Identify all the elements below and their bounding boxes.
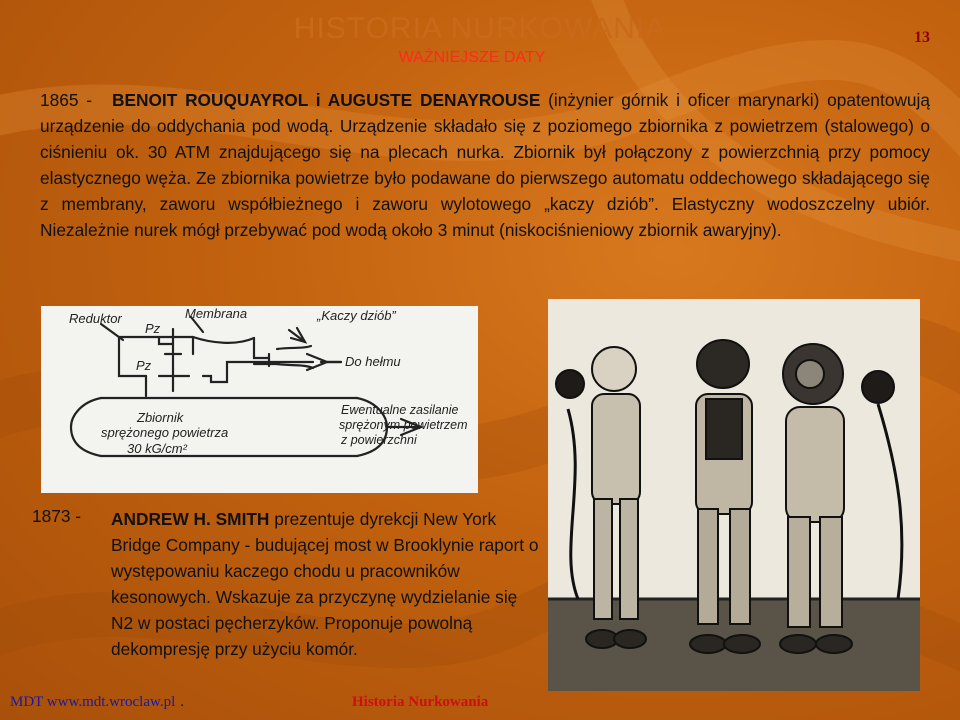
regulator-diagram [41, 306, 478, 493]
entry-1873 [111, 506, 541, 662]
entry-1865 [40, 87, 930, 243]
label-pz-bottom: Pz [136, 358, 152, 373]
label-ewentualne: Ewentualne zasilanie [341, 403, 459, 417]
entry-1865-text: (inżynier górnik i oficer marynarki) opatentowują urządzenie do oddychania pod wodą. Urządzenie składało się z poziomego zbiornika z powietrzem (stalowego) o ciśnieniu ok. 30 ATM znajdującego się na plecach nurka. Zbiornik był połączony z powierzchnią przy pomocy elastycznego węża. Ze zbiornika powietrze było podawane do pierwszego automatu oddechowego składającego się z membrany, zaworu współbieżnego i zaworu wylotowego „kaczy dziób”. Elastyczny wodoszczelny ubiór. Niezależnie nurek mógł przebywać pod wodą około 3 minut (niskociśnieniowy zbiornik awaryjny). [40, 90, 930, 240]
label-reduktor: Reduktor [69, 311, 122, 326]
slide-title: HISTORIA NURKOWANIA [293, 12, 667, 45]
label-kaczy: „Kaczy dziób” [317, 308, 396, 323]
footer-title: Historia Nurkowania [352, 694, 489, 710]
label-ewentualne-3: z powierzchni [341, 433, 417, 447]
slide-subtitle: WAŻNIEJSZE DATY [398, 49, 546, 66]
divers-illustration [548, 299, 920, 691]
footer-site-dot: . [180, 694, 185, 710]
label-zbiornik-3: 30 kG/cm² [127, 441, 187, 456]
entry-1865-year: 1865 - [40, 90, 92, 110]
entry-1873-year: 1873 - [32, 506, 82, 526]
label-do-helmu: Do hełmu [345, 354, 401, 369]
label-ewentualne-2: sprężonym powietrzem [339, 418, 468, 432]
label-pz-top: Pz [145, 321, 161, 336]
entry-1873-text: prezentuje dyrekcji New York Bridge Company - budującej most w Brooklynie raport o występowaniu kaczego chodu u pracowników kesonowych. Wskazuje za przyczynę wydzielanie się N2 w postaci pęcherzyków. Proponuje powolną dekompresję przy użyciu komór. [111, 509, 539, 659]
label-membrana: Membrana [185, 306, 248, 321]
entry-1873-names: ANDREW H. SMITH [111, 509, 270, 529]
label-zbiornik: Zbiornik [137, 410, 184, 425]
entry-1865-names: BENOIT ROUQUAYROL i AUGUSTE DENAYROUSE [112, 90, 541, 110]
footer-site-link[interactable]: MDT www.mdt.wroclaw.pl [10, 694, 176, 710]
page-number: 13 [914, 29, 930, 46]
footer-site [10, 694, 184, 711]
label-zbiornik-2: sprężonego powietrza [101, 425, 229, 440]
